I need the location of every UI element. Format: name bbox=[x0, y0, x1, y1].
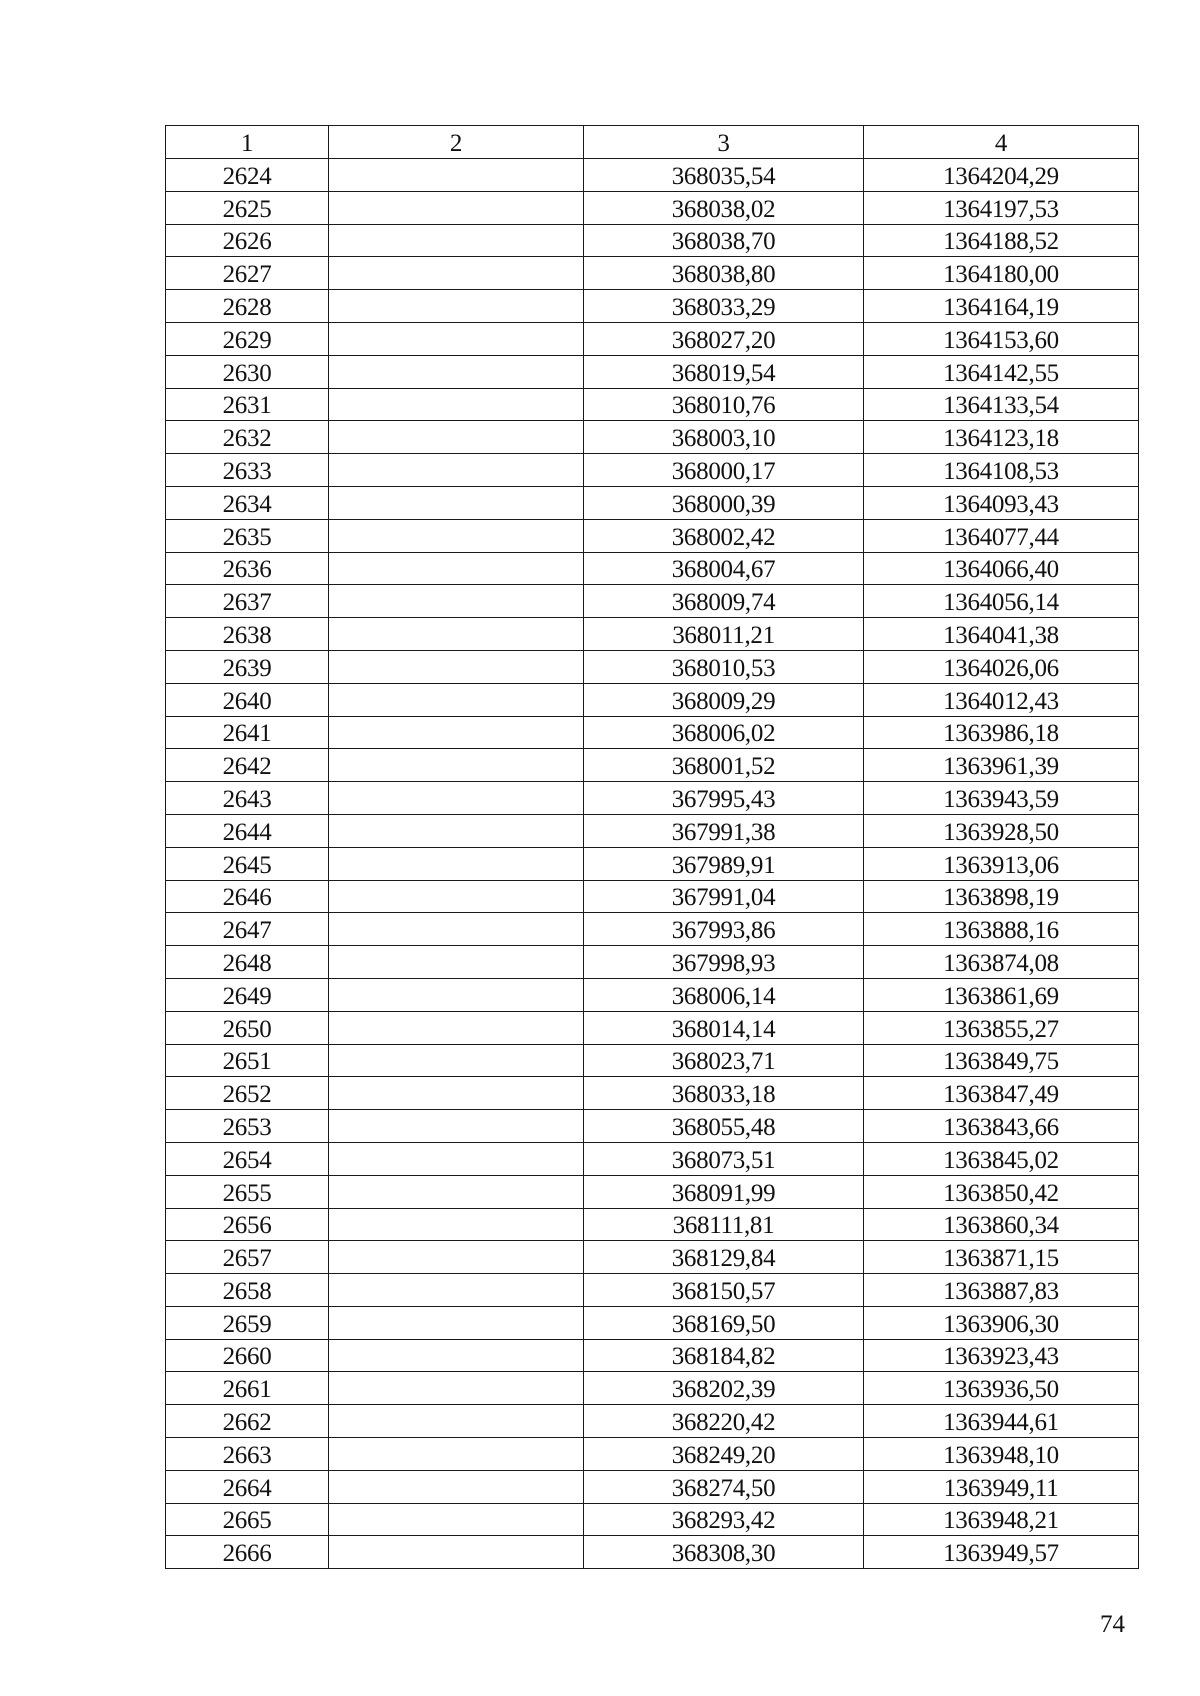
table-row bbox=[166, 749, 1139, 782]
point-number-cell: 2643 bbox=[166, 782, 329, 815]
y-coordinate-cell: 1363898,19 bbox=[864, 880, 1139, 913]
y-coordinate-cell: 1364133,54 bbox=[864, 388, 1139, 421]
description-cell bbox=[329, 486, 584, 519]
table-row bbox=[166, 290, 1139, 323]
y-coordinate-cell: 1364093,43 bbox=[864, 486, 1139, 519]
x-coordinate-cell: 368014,14 bbox=[584, 1011, 864, 1044]
header-row bbox=[166, 126, 1139, 159]
y-coordinate-cell: 1363871,15 bbox=[864, 1241, 1139, 1274]
description-cell bbox=[329, 1241, 584, 1274]
y-coordinate-cell: 1363949,11 bbox=[864, 1470, 1139, 1503]
x-coordinate-cell: 368010,53 bbox=[584, 650, 864, 683]
x-coordinate-cell: 368000,17 bbox=[584, 454, 864, 487]
description-cell bbox=[329, 1077, 584, 1110]
description-cell bbox=[329, 716, 584, 749]
point-number-cell: 2653 bbox=[166, 1110, 329, 1143]
point-number-cell: 2632 bbox=[166, 421, 329, 454]
point-number-cell: 2661 bbox=[166, 1372, 329, 1405]
y-coordinate-cell: 1364012,43 bbox=[864, 683, 1139, 716]
description-cell bbox=[329, 421, 584, 454]
point-number-cell: 2650 bbox=[166, 1011, 329, 1044]
y-coordinate-cell: 1364164,19 bbox=[864, 290, 1139, 323]
page-number: 74 bbox=[1100, 1611, 1125, 1638]
point-number-cell: 2638 bbox=[166, 618, 329, 651]
description-cell bbox=[329, 1470, 584, 1503]
column-header-1: 1 bbox=[166, 126, 329, 159]
y-coordinate-cell: 1364077,44 bbox=[864, 519, 1139, 552]
x-coordinate-cell: 367991,38 bbox=[584, 814, 864, 847]
y-coordinate-cell: 1363888,16 bbox=[864, 913, 1139, 946]
point-number-cell: 2655 bbox=[166, 1175, 329, 1208]
point-number-cell: 2666 bbox=[166, 1536, 329, 1569]
x-coordinate-cell: 368010,76 bbox=[584, 388, 864, 421]
y-coordinate-cell: 1364026,06 bbox=[864, 650, 1139, 683]
y-coordinate-cell: 1364056,14 bbox=[864, 585, 1139, 618]
table-row bbox=[166, 847, 1139, 880]
point-number-cell: 2625 bbox=[166, 191, 329, 224]
table-row bbox=[166, 388, 1139, 421]
table-row bbox=[166, 191, 1139, 224]
table-row bbox=[166, 946, 1139, 979]
description-cell bbox=[329, 224, 584, 257]
x-coordinate-cell: 368150,57 bbox=[584, 1274, 864, 1307]
x-coordinate-cell: 368033,18 bbox=[584, 1077, 864, 1110]
table-header bbox=[166, 126, 1139, 159]
point-number-cell: 2654 bbox=[166, 1142, 329, 1175]
x-coordinate-cell: 368000,39 bbox=[584, 486, 864, 519]
x-coordinate-cell: 368202,39 bbox=[584, 1372, 864, 1405]
point-number-cell: 2641 bbox=[166, 716, 329, 749]
y-coordinate-cell: 1363913,06 bbox=[864, 847, 1139, 880]
description-cell bbox=[329, 1372, 584, 1405]
description-cell bbox=[329, 913, 584, 946]
description-cell bbox=[329, 1405, 584, 1438]
x-coordinate-cell: 367989,91 bbox=[584, 847, 864, 880]
table-row bbox=[166, 1503, 1139, 1536]
point-number-cell: 2628 bbox=[166, 290, 329, 323]
table-body bbox=[166, 159, 1139, 1569]
table-row bbox=[166, 257, 1139, 290]
x-coordinate-cell: 368055,48 bbox=[584, 1110, 864, 1143]
y-coordinate-cell: 1363850,42 bbox=[864, 1175, 1139, 1208]
y-coordinate-cell: 1364041,38 bbox=[864, 618, 1139, 651]
point-number-cell: 2663 bbox=[166, 1438, 329, 1471]
point-number-cell: 2656 bbox=[166, 1208, 329, 1241]
x-coordinate-cell: 368184,82 bbox=[584, 1339, 864, 1372]
description-cell bbox=[329, 552, 584, 585]
description-cell bbox=[329, 519, 584, 552]
table-row bbox=[166, 782, 1139, 815]
y-coordinate-cell: 1364108,53 bbox=[864, 454, 1139, 487]
table-row bbox=[166, 1175, 1139, 1208]
x-coordinate-cell: 368009,74 bbox=[584, 585, 864, 618]
description-cell bbox=[329, 1503, 584, 1536]
x-coordinate-cell: 368038,02 bbox=[584, 191, 864, 224]
description-cell bbox=[329, 257, 584, 290]
description-cell bbox=[329, 650, 584, 683]
description-cell bbox=[329, 1536, 584, 1569]
description-cell bbox=[329, 814, 584, 847]
y-coordinate-cell: 1363923,43 bbox=[864, 1339, 1139, 1372]
description-cell bbox=[329, 355, 584, 388]
y-coordinate-cell: 1363887,83 bbox=[864, 1274, 1139, 1307]
y-coordinate-cell: 1363906,30 bbox=[864, 1306, 1139, 1339]
y-coordinate-cell: 1363943,59 bbox=[864, 782, 1139, 815]
table-row bbox=[166, 322, 1139, 355]
point-number-cell: 2630 bbox=[166, 355, 329, 388]
table-row bbox=[166, 650, 1139, 683]
point-number-cell: 2640 bbox=[166, 683, 329, 716]
table-row bbox=[166, 224, 1139, 257]
x-coordinate-cell: 368091,99 bbox=[584, 1175, 864, 1208]
table-row bbox=[166, 159, 1139, 192]
y-coordinate-cell: 1363849,75 bbox=[864, 1044, 1139, 1077]
x-coordinate-cell: 368006,14 bbox=[584, 978, 864, 1011]
description-cell bbox=[329, 1306, 584, 1339]
x-coordinate-cell: 368003,10 bbox=[584, 421, 864, 454]
description-cell bbox=[329, 1438, 584, 1471]
point-number-cell: 2637 bbox=[166, 585, 329, 618]
table-row bbox=[166, 355, 1139, 388]
table-row bbox=[166, 1241, 1139, 1274]
x-coordinate-cell: 368033,29 bbox=[584, 290, 864, 323]
description-cell bbox=[329, 585, 584, 618]
table-row bbox=[166, 1011, 1139, 1044]
description-cell bbox=[329, 1044, 584, 1077]
y-coordinate-cell: 1363860,34 bbox=[864, 1208, 1139, 1241]
x-coordinate-cell: 368038,80 bbox=[584, 257, 864, 290]
description-cell bbox=[329, 1208, 584, 1241]
y-coordinate-cell: 1363936,50 bbox=[864, 1372, 1139, 1405]
point-number-cell: 2651 bbox=[166, 1044, 329, 1077]
point-number-cell: 2634 bbox=[166, 486, 329, 519]
x-coordinate-cell: 368038,70 bbox=[584, 224, 864, 257]
point-number-cell: 2649 bbox=[166, 978, 329, 1011]
table-row bbox=[166, 1208, 1139, 1241]
point-number-cell: 2629 bbox=[166, 322, 329, 355]
table-row bbox=[166, 913, 1139, 946]
table-row bbox=[166, 1470, 1139, 1503]
x-coordinate-cell: 367995,43 bbox=[584, 782, 864, 815]
point-number-cell: 2639 bbox=[166, 650, 329, 683]
point-number-cell: 2645 bbox=[166, 847, 329, 880]
table-row bbox=[166, 1044, 1139, 1077]
table-row bbox=[166, 552, 1139, 585]
description-cell bbox=[329, 1011, 584, 1044]
x-coordinate-cell: 368308,30 bbox=[584, 1536, 864, 1569]
description-cell bbox=[329, 1110, 584, 1143]
y-coordinate-cell: 1363855,27 bbox=[864, 1011, 1139, 1044]
y-coordinate-cell: 1364197,53 bbox=[864, 191, 1139, 224]
table-row bbox=[166, 1077, 1139, 1110]
column-header-2: 2 bbox=[329, 126, 584, 159]
table-row bbox=[166, 1405, 1139, 1438]
y-coordinate-cell: 1363847,49 bbox=[864, 1077, 1139, 1110]
x-coordinate-cell: 368019,54 bbox=[584, 355, 864, 388]
table-row bbox=[166, 618, 1139, 651]
description-cell bbox=[329, 454, 584, 487]
x-coordinate-cell: 368004,67 bbox=[584, 552, 864, 585]
y-coordinate-cell: 1364204,29 bbox=[864, 159, 1139, 192]
description-cell bbox=[329, 749, 584, 782]
x-coordinate-cell: 367998,93 bbox=[584, 946, 864, 979]
point-number-cell: 2665 bbox=[166, 1503, 329, 1536]
y-coordinate-cell: 1363986,18 bbox=[864, 716, 1139, 749]
x-coordinate-cell: 368009,29 bbox=[584, 683, 864, 716]
point-number-cell: 2631 bbox=[166, 388, 329, 421]
y-coordinate-cell: 1364066,40 bbox=[864, 552, 1139, 585]
description-cell bbox=[329, 159, 584, 192]
point-number-cell: 2642 bbox=[166, 749, 329, 782]
y-coordinate-cell: 1364123,18 bbox=[864, 421, 1139, 454]
table-row bbox=[166, 1306, 1139, 1339]
description-cell bbox=[329, 1142, 584, 1175]
point-number-cell: 2636 bbox=[166, 552, 329, 585]
description-cell bbox=[329, 618, 584, 651]
y-coordinate-cell: 1363845,02 bbox=[864, 1142, 1139, 1175]
table-row bbox=[166, 454, 1139, 487]
description-cell bbox=[329, 388, 584, 421]
point-number-cell: 2635 bbox=[166, 519, 329, 552]
x-coordinate-cell: 368274,50 bbox=[584, 1470, 864, 1503]
description-cell bbox=[329, 847, 584, 880]
description-cell bbox=[329, 1175, 584, 1208]
x-coordinate-cell: 368111,81 bbox=[584, 1208, 864, 1241]
point-number-cell: 2624 bbox=[166, 159, 329, 192]
y-coordinate-cell: 1364153,60 bbox=[864, 322, 1139, 355]
x-coordinate-cell: 368169,50 bbox=[584, 1306, 864, 1339]
y-coordinate-cell: 1363843,66 bbox=[864, 1110, 1139, 1143]
table-row bbox=[166, 1142, 1139, 1175]
description-cell bbox=[329, 290, 584, 323]
x-coordinate-cell: 368249,20 bbox=[584, 1438, 864, 1471]
y-coordinate-cell: 1363928,50 bbox=[864, 814, 1139, 847]
description-cell bbox=[329, 782, 584, 815]
y-coordinate-cell: 1364188,52 bbox=[864, 224, 1139, 257]
table-row bbox=[166, 1536, 1139, 1569]
x-coordinate-cell: 368073,51 bbox=[584, 1142, 864, 1175]
point-number-cell: 2657 bbox=[166, 1241, 329, 1274]
table-row bbox=[166, 585, 1139, 618]
description-cell bbox=[329, 322, 584, 355]
x-coordinate-cell: 368011,21 bbox=[584, 618, 864, 651]
table-row bbox=[166, 1339, 1139, 1372]
description-cell bbox=[329, 1274, 584, 1307]
x-coordinate-cell: 368027,20 bbox=[584, 322, 864, 355]
point-number-cell: 2646 bbox=[166, 880, 329, 913]
x-coordinate-cell: 367991,04 bbox=[584, 880, 864, 913]
description-cell bbox=[329, 978, 584, 1011]
point-number-cell: 2647 bbox=[166, 913, 329, 946]
y-coordinate-cell: 1364180,00 bbox=[864, 257, 1139, 290]
point-number-cell: 2659 bbox=[166, 1306, 329, 1339]
y-coordinate-cell: 1363949,57 bbox=[864, 1536, 1139, 1569]
description-cell bbox=[329, 191, 584, 224]
column-header-4: 4 bbox=[864, 126, 1139, 159]
x-coordinate-cell: 368035,54 bbox=[584, 159, 864, 192]
table-row bbox=[166, 1110, 1139, 1143]
table-row bbox=[166, 814, 1139, 847]
x-coordinate-cell: 368293,42 bbox=[584, 1503, 864, 1536]
y-coordinate-cell: 1363944,61 bbox=[864, 1405, 1139, 1438]
y-coordinate-cell: 1363961,39 bbox=[864, 749, 1139, 782]
description-cell bbox=[329, 1339, 584, 1372]
table-row bbox=[166, 978, 1139, 1011]
x-coordinate-cell: 368001,52 bbox=[584, 749, 864, 782]
column-header-3: 3 bbox=[584, 126, 864, 159]
table-row bbox=[166, 716, 1139, 749]
y-coordinate-cell: 1363948,10 bbox=[864, 1438, 1139, 1471]
table-row bbox=[166, 683, 1139, 716]
point-number-cell: 2644 bbox=[166, 814, 329, 847]
table-row bbox=[166, 1274, 1139, 1307]
point-number-cell: 2648 bbox=[166, 946, 329, 979]
table-row bbox=[166, 1438, 1139, 1471]
description-cell bbox=[329, 683, 584, 716]
x-coordinate-cell: 368129,84 bbox=[584, 1241, 864, 1274]
y-coordinate-cell: 1363874,08 bbox=[864, 946, 1139, 979]
table-row bbox=[166, 421, 1139, 454]
description-cell bbox=[329, 946, 584, 979]
table-row bbox=[166, 1372, 1139, 1405]
table-row bbox=[166, 486, 1139, 519]
point-number-cell: 2652 bbox=[166, 1077, 329, 1110]
point-number-cell: 2660 bbox=[166, 1339, 329, 1372]
table-row bbox=[166, 880, 1139, 913]
x-coordinate-cell: 368023,71 bbox=[584, 1044, 864, 1077]
point-number-cell: 2664 bbox=[166, 1470, 329, 1503]
point-number-cell: 2662 bbox=[166, 1405, 329, 1438]
x-coordinate-cell: 367993,86 bbox=[584, 913, 864, 946]
point-number-cell: 2627 bbox=[166, 257, 329, 290]
point-number-cell: 2658 bbox=[166, 1274, 329, 1307]
table-row bbox=[166, 519, 1139, 552]
point-number-cell: 2626 bbox=[166, 224, 329, 257]
x-coordinate-cell: 368002,42 bbox=[584, 519, 864, 552]
description-cell bbox=[329, 880, 584, 913]
y-coordinate-cell: 1363861,69 bbox=[864, 978, 1139, 1011]
y-coordinate-cell: 1364142,55 bbox=[864, 355, 1139, 388]
y-coordinate-cell: 1363948,21 bbox=[864, 1503, 1139, 1536]
coordinates-table bbox=[165, 125, 1139, 1569]
point-number-cell: 2633 bbox=[166, 454, 329, 487]
x-coordinate-cell: 368006,02 bbox=[584, 716, 864, 749]
x-coordinate-cell: 368220,42 bbox=[584, 1405, 864, 1438]
